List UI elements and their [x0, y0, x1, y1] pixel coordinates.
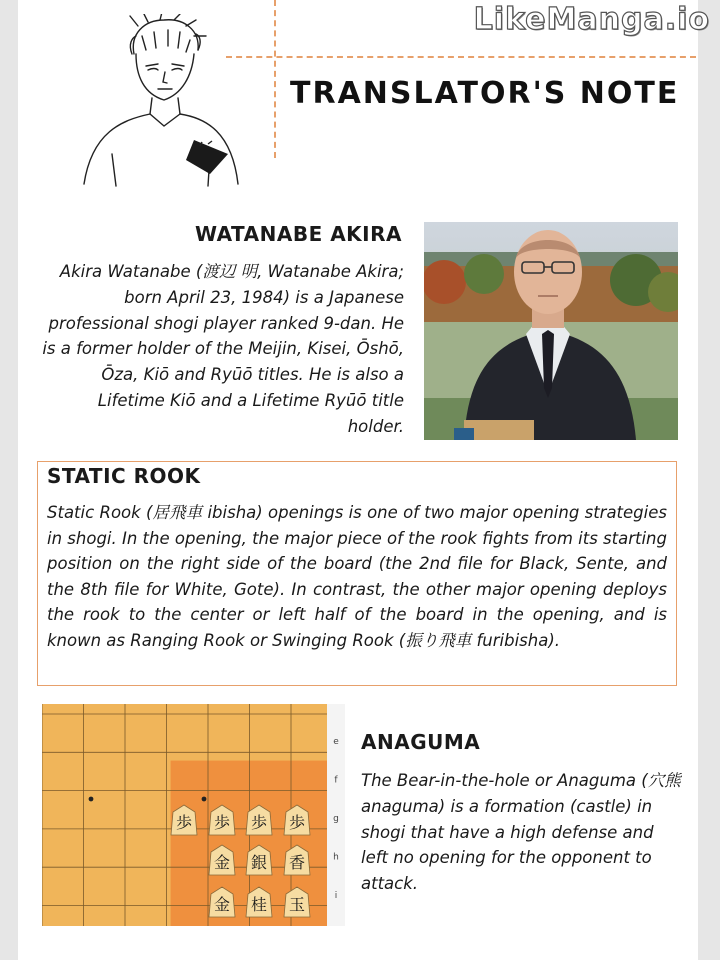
rank-label: f: [334, 775, 338, 786]
static-rook-heading: STATIC ROOK: [47, 464, 201, 488]
anaguma-heading: ANAGUMA: [361, 730, 481, 754]
rank-label: h: [333, 852, 339, 863]
character-sketch: [82, 14, 242, 189]
rank-label: g: [333, 814, 339, 824]
dashed-divider-vertical: [274, 0, 276, 158]
board-star-point: [202, 797, 207, 802]
shogi-piece-label: 歩: [288, 813, 306, 832]
page-title: TRANSLATOR'S NOTE: [290, 76, 680, 111]
watermark: LikeManga.io: [473, 2, 710, 37]
person-bio: Akira Watanabe (渡辺 明, Watanabe Akira; born April 23, 1984) is a Japanese professional shogi player ranked 9-dan. He is a former holder of the Meijin, Kisei, Ōshō, Ōza, Kiō and Ryūō titles. He is also a Lifetime Kiō and a Lifetime Ryūō title holder.: [42, 262, 404, 436]
board-star-point: [89, 797, 94, 802]
static-rook-description: Static Rook (居飛車 ibisha) openings is one of two major opening strategies in shogi. In the opening, the major piece of the rook fights from its starting position on the right side of the board (the 2nd file for Black, Sente, and the 8th file for White, Gote). In contrast, the other major opening deploys the rook to the center or left half of the board in the opening, and is known as Ranging Rook or Swinging Rook (振り飛車 furibisha).: [47, 503, 667, 650]
anaguma-description: The Bear-in-the-hole or Anaguma (穴熊 anaguma) is a formation (castle) in shogi that have a high defense and left no opening for the opponent to attack.: [361, 771, 681, 894]
shogi-piece-label: 歩: [213, 813, 231, 832]
shogi-piece-label: 金: [213, 853, 231, 872]
static-rook-section: [37, 461, 677, 686]
dashed-divider-horizontal: [226, 56, 696, 58]
shogi-piece-label: 金: [213, 895, 231, 914]
person-name-heading: WATANABE AKIRA: [194, 222, 402, 246]
person-photo: [424, 222, 678, 440]
shogi-piece-label: 玉: [288, 895, 306, 914]
shogi-piece-label: 桂: [250, 895, 268, 914]
rank-label: e: [333, 737, 339, 747]
shogi-piece-label: 歩: [175, 813, 193, 832]
shogi-piece-label: 香: [288, 853, 306, 872]
shogi-piece-label: 歩: [250, 813, 268, 832]
shogi-piece-label: 銀: [250, 853, 268, 872]
rank-label: i: [334, 891, 338, 901]
shogi-board-diagram: [42, 704, 345, 926]
